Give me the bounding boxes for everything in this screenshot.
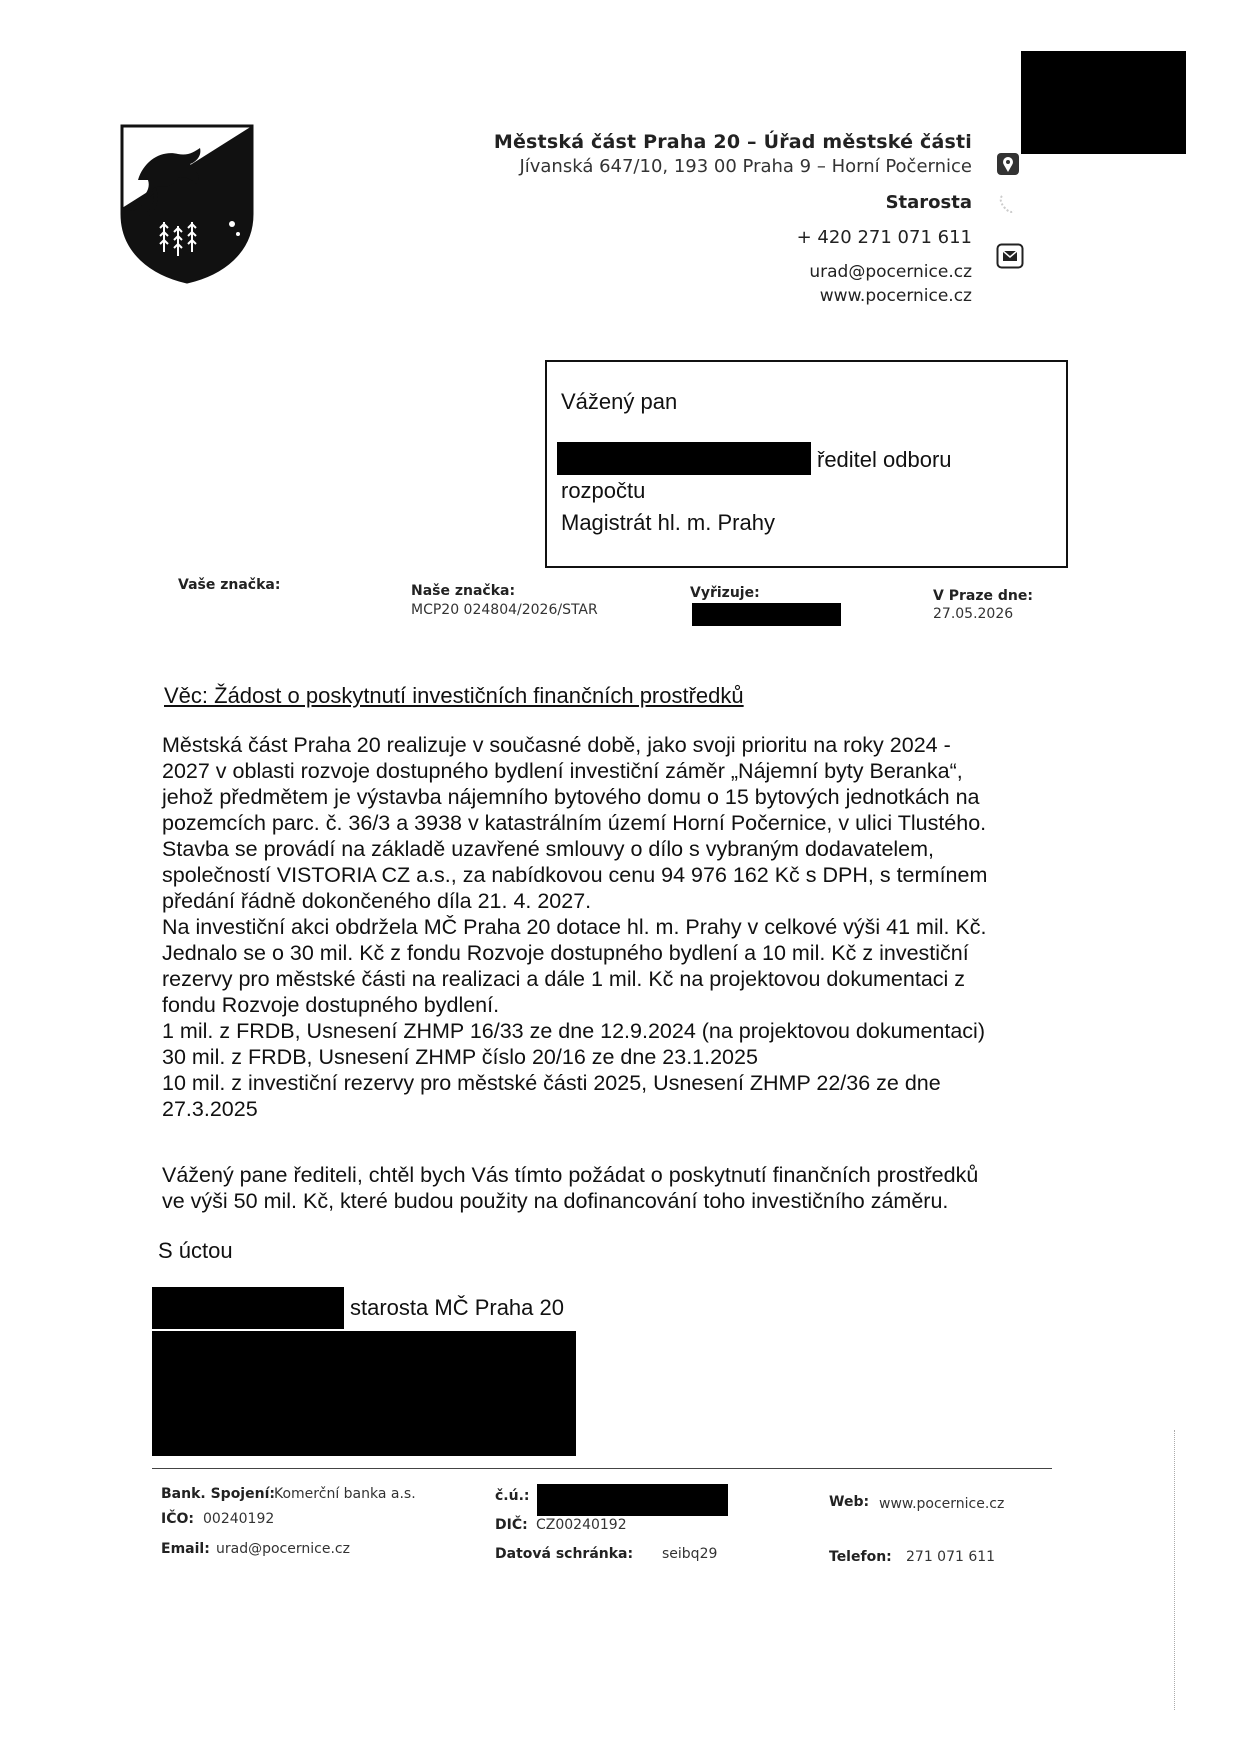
footer-divider xyxy=(152,1468,1052,1469)
scan-edge-mark xyxy=(1174,1430,1176,1710)
account-redaction xyxy=(537,1484,728,1516)
handler-label: Vyřizuje: xyxy=(690,585,760,601)
signer-name-redaction xyxy=(152,1287,344,1329)
paragraph-1-line: společností VISTORIA CZ a.s., za nabídkovou cenu 94 976 162 Kč s DPH, s termínem xyxy=(162,863,988,887)
email-value: urad@pocernice.cz xyxy=(216,1541,350,1557)
phone-icon xyxy=(996,192,1020,216)
paragraph-1-line: 2027 v oblasti rozvoje dostupného bydlení investiční záměr „Nájemní byty Beranka“, xyxy=(162,759,963,783)
ico-label: IČO: xyxy=(161,1511,194,1527)
paragraph-1-line: 10 mil. z investiční rezervy pro městské části 2025, Usnesení ZHMP 22/36 ze dne xyxy=(162,1071,941,1095)
web-value: www.pocernice.cz xyxy=(879,1496,1005,1512)
paragraph-1-line: 1 mil. z FRDB, Usnesení ZHMP 16/33 ze dne 12.9.2024 (na projektovou dokumentaci) xyxy=(162,1019,985,1043)
org-role: Starosta xyxy=(885,192,972,213)
databox-value: seibq29 xyxy=(662,1546,718,1562)
org-web: www.pocernice.cz xyxy=(819,286,972,306)
signature-title: starosta MČ Praha 20 xyxy=(350,1295,564,1320)
redaction-top-right xyxy=(1021,51,1186,154)
phone-label: Telefon: xyxy=(829,1549,892,1565)
paragraph-1-line: předání řádně dokončeného díla 21. 4. 2027. xyxy=(162,889,592,913)
paragraph-1-line: Jednalo se o 30 mil. Kč z fondu Rozvoje dostupného bydlení a 10 mil. Kč z investiční xyxy=(162,941,969,965)
letter-paragraph-2 xyxy=(162,1162,1067,1214)
coat-of-arms-icon xyxy=(118,122,256,284)
paragraph-1-line: rezervy pro městské části na realizaci a dále 1 mil. Kč na projektovou dokumentaci z xyxy=(162,967,966,991)
recipient-title: ředitel odboru xyxy=(817,447,952,472)
date-value: 27.05.2026 xyxy=(933,606,1014,622)
email-label: Email: xyxy=(161,1541,210,1557)
org-phone: + 420 271 071 611 xyxy=(796,227,972,248)
bank-label: Bank. Spojení: xyxy=(161,1486,275,1502)
recipient-institution: Magistrát hl. m. Prahy xyxy=(561,510,775,535)
our-ref-label: Naše značka: xyxy=(411,583,516,599)
date-label: V Praze dne: xyxy=(933,588,1033,604)
recipient-address-box xyxy=(545,360,1068,568)
paragraph-2-line: ve výši 50 mil. Kč, které budou použity na dofinancování toho investičního záměru. xyxy=(162,1189,949,1213)
mail-icon xyxy=(996,243,1024,269)
paragraph-1-line: Stavba se provádí na základě uzavřené smlouvy o dílo s vybraným dodavatelem, xyxy=(162,837,935,861)
paragraph-1-line: jehož předmětem je výstavba nájemního bytového domu o 15 bytových jednotkách na xyxy=(162,785,980,809)
paragraph-2-line: Vážený pane řediteli, chtěl bych Vás tímto požádat o poskytnutí finančních prostředků xyxy=(162,1163,979,1187)
ico-value: 00240192 xyxy=(203,1511,275,1527)
paragraph-1-line: Městská část Praha 20 realizuje v současné době, jako svoji prioritu na roky 2024 - xyxy=(162,733,951,757)
paragraph-1-line: 30 mil. z FRDB, Usnesení ZHMP číslo 20/16 ze dne 23.1.2025 xyxy=(162,1045,758,1069)
recipient-name-redaction xyxy=(557,442,811,475)
closing: S úctou xyxy=(158,1238,233,1263)
org-name: Městská část Praha 20 – Úřad městské části xyxy=(493,131,972,153)
our-ref-value: MCP20 024804/2026/STAR xyxy=(411,602,598,618)
handler-redaction xyxy=(692,603,841,626)
paragraph-1-line: Na investiční akci obdržela MČ Praha 20 dotace hl. m. Prahy v celkové výši 41 mil. Kč. xyxy=(162,915,987,939)
databox-label: Datová schránka: xyxy=(495,1546,634,1562)
paragraph-1-line: 27.3.2025 xyxy=(162,1097,258,1121)
paragraph-1-line: pozemcích parc. č. 36/3 a 3938 v katastrálním území Horní Počernice, v ulici Tlustého. xyxy=(162,811,987,835)
paragraph-1-line: fondu Rozvoje dostupného bydlení. xyxy=(162,993,500,1017)
account-label: č.ú.: xyxy=(495,1488,530,1504)
dic-value: CZ00240192 xyxy=(536,1517,627,1533)
letter-subject: Věc: Žádost o poskytnutí investičních finančních prostředků xyxy=(164,683,744,708)
signature-redaction xyxy=(152,1331,576,1456)
recipient-title-cont: rozpočtu xyxy=(561,478,646,503)
web-label: Web: xyxy=(829,1494,870,1510)
org-email: urad@pocernice.cz xyxy=(809,262,972,282)
phone-value: 271 071 611 xyxy=(906,1549,996,1565)
recipient-salutation: Vážený pan xyxy=(561,389,678,414)
letter-paragraph-1 xyxy=(162,732,1067,1122)
location-icon xyxy=(996,152,1020,176)
org-address: Jívanská 647/10, 193 00 Praha 9 – Horní Počernice xyxy=(519,156,972,177)
your-ref-label: Vaše značka: xyxy=(178,577,281,593)
dic-label: DIČ: xyxy=(495,1517,528,1533)
bank-value: Komerční banka a.s. xyxy=(274,1486,416,1502)
